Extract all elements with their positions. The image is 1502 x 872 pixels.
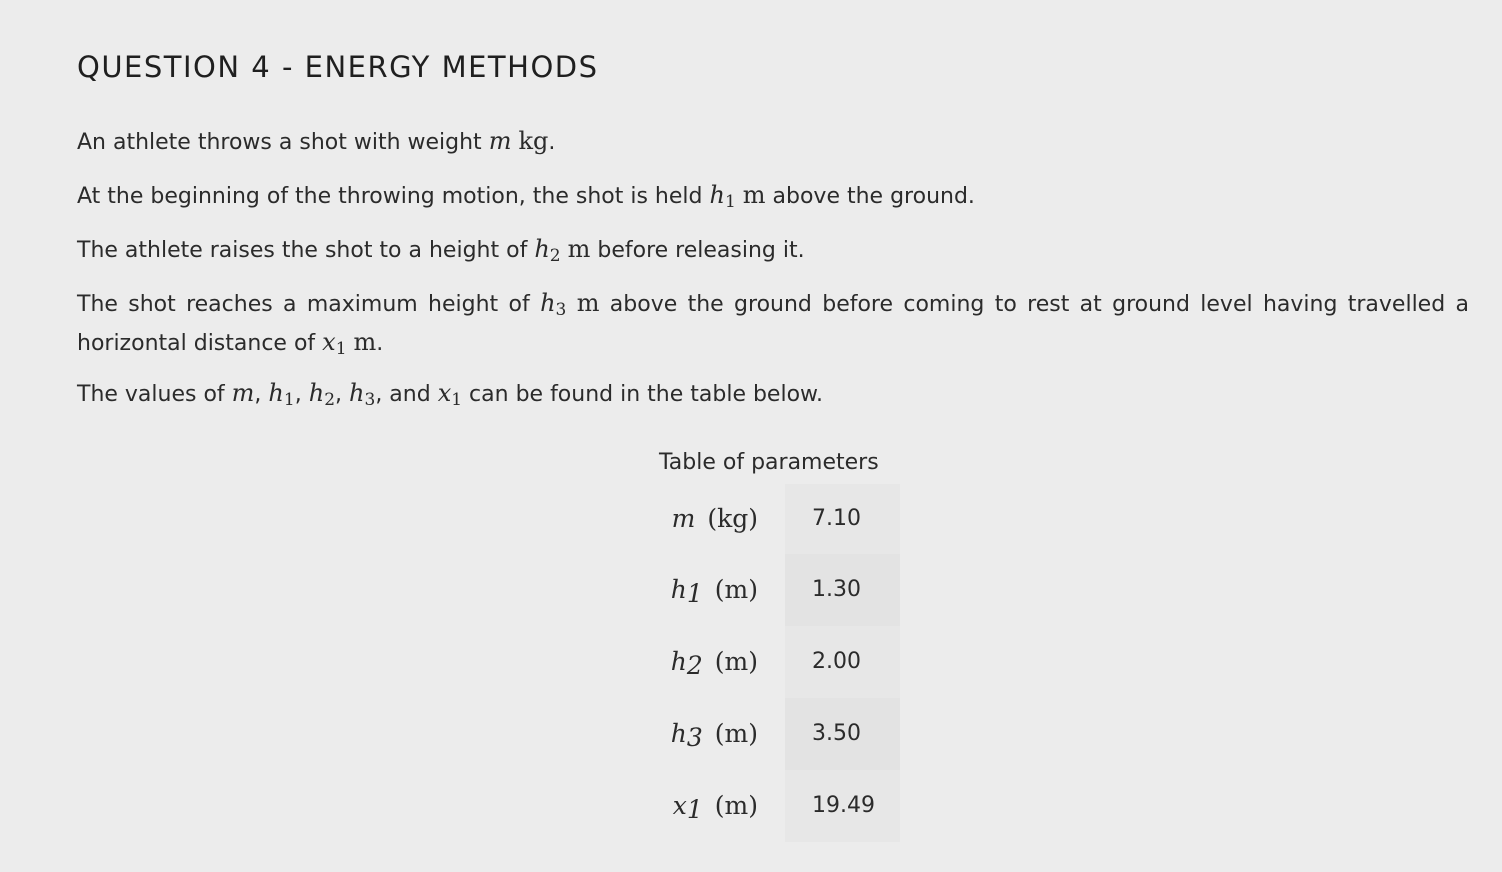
paragraph-release-height: The athlete raises the shot to a height of h2 m before releasing it. [77, 235, 805, 266]
symbol-h3: h3 [349, 379, 376, 410]
symbol-h2: h2 [534, 235, 561, 266]
symbol-x1: x1 [437, 379, 463, 410]
symbol-x1: x1 [322, 328, 347, 359]
table-row [656, 554, 900, 626]
table-row [656, 770, 900, 842]
parameters-table [656, 484, 900, 842]
symbol-m: m [488, 127, 512, 155]
table-row [656, 626, 900, 698]
table-row [656, 484, 900, 554]
unit-m: m [576, 289, 600, 317]
unit-m: m [567, 235, 591, 263]
symbol-h3: h3 [540, 289, 567, 320]
row-value: 7.10 [785, 484, 900, 554]
row-value: 19.49 [785, 770, 900, 842]
paragraph-max-height: The shot reaches a maximum height of h3 m above the ground before coming to rest at ground level having travelled a horizontal distance of x1 m. [77, 289, 1469, 359]
symbol-m: m [231, 379, 255, 407]
paragraph-shot-weight: An athlete throws a shot with weight m kg. [77, 127, 556, 155]
unit-m: m [742, 181, 766, 209]
row-label: x1 (m) [672, 791, 758, 824]
symbol-h1: h1 [268, 379, 295, 410]
table-row [656, 698, 900, 770]
row-label: h2 (m) [670, 647, 758, 680]
row-label: h1 (m) [670, 575, 758, 608]
symbol-h2: h2 [308, 379, 336, 410]
question-heading: QUESTION 4 - ENERGY METHODS [77, 50, 599, 84]
paragraph-initial-height: At the beginning of the throwing motion, the shot is held h1 m above the ground. [77, 181, 975, 212]
row-value: 1.30 [785, 554, 900, 626]
row-value: 2.00 [785, 626, 900, 698]
row-label: h3 (m) [670, 719, 758, 752]
row-value: 3.50 [785, 698, 900, 770]
symbol-h1: h1 [709, 181, 736, 212]
paragraph-values-reference: The values of m, h1, h2, h3, and x1 can be found in the table below. [77, 379, 824, 410]
row-label: m (kg) [671, 504, 758, 533]
unit-m: m [353, 328, 377, 356]
unit-kg: kg [518, 127, 549, 155]
table-caption: Table of parameters [659, 450, 879, 475]
